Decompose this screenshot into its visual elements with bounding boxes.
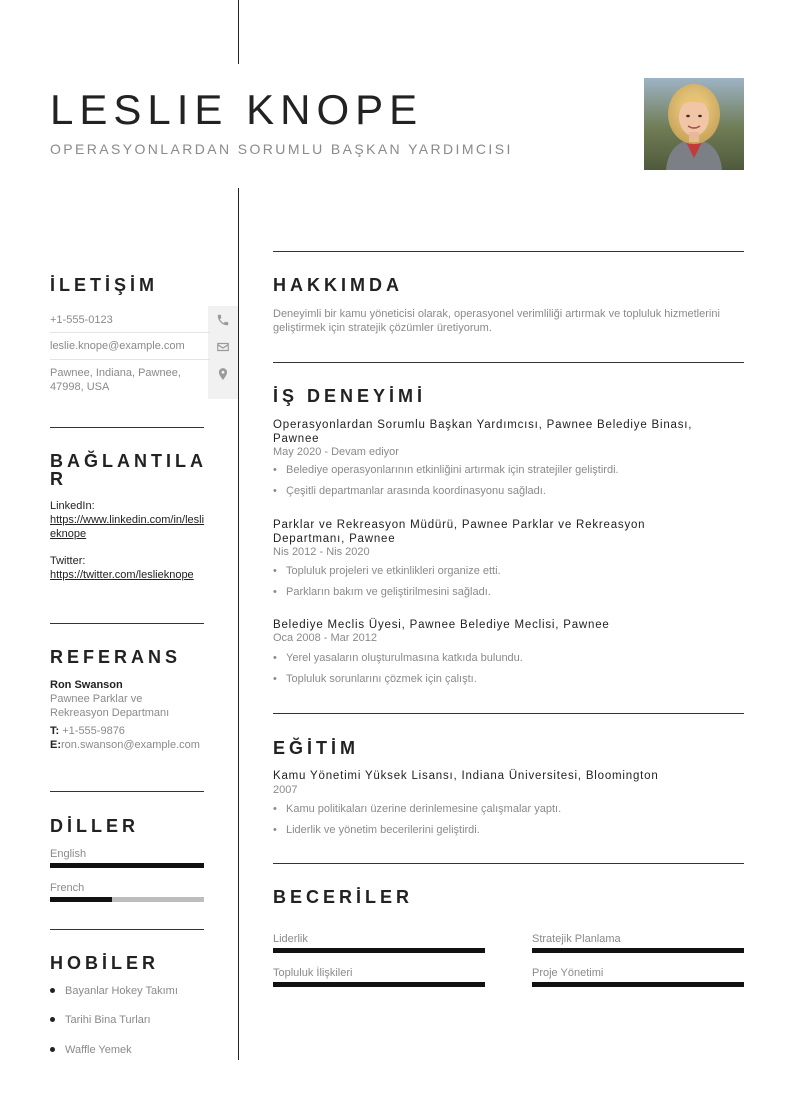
contact-phone: +1-555-0123 (50, 314, 113, 326)
language-level-fill (50, 863, 204, 868)
skill-level-fill (532, 948, 744, 953)
section-divider (50, 427, 204, 428)
reference-organization: Pawnee Parklar ve Rekreasyon Departmanı (50, 693, 170, 719)
bullet-glyph: • (273, 565, 277, 577)
job-bullet: • Belediye operasyonlarının etkinliğini artırmak için stratejiler geliştirdi. (273, 464, 619, 476)
job-date: Nis 2012 - Nis 2020 (273, 546, 370, 558)
about-text: Deneyimli bir kamu yöneticisi olarak, operasyonel verimliliği artırmak ve topluluk hizmetlerini geliştirmek için stratejik çözümler üretiyorum. (273, 308, 720, 334)
bullet-glyph: • (273, 803, 277, 815)
language-label: English (50, 848, 87, 860)
job-bullet: • Topluluk projeleri ve etkinlikleri organize etti. (273, 565, 501, 577)
bullet-glyph: • (273, 464, 277, 476)
skill-level-fill (273, 948, 485, 953)
reference-phone: +1-555-9876 (62, 725, 125, 737)
bullet-glyph: • (273, 824, 277, 836)
contact-divider (50, 359, 210, 360)
profile-photo (644, 78, 744, 170)
links-heading: BAĞLANTILA R (50, 451, 207, 489)
linkedin-link[interactable]: https://www.linkedin.com/in/leslieknope (50, 514, 205, 540)
skill-level-fill (532, 982, 744, 987)
top-vertical-divider (238, 0, 239, 64)
section-divider (273, 863, 744, 864)
section-divider (273, 362, 744, 363)
degree-title: Kamu Yönetimi Yüksek Lisansı, Indiana Üniversitesi, Bloomington (273, 770, 659, 782)
contact-heading: İLETİŞİM (50, 275, 158, 295)
contact-divider (50, 332, 210, 333)
bullet-dot (50, 988, 55, 993)
section-divider (50, 623, 204, 624)
job-title: Parklar ve Rekreasyon Müdürü, Pawnee Parklar ve Rekreasyon Departmanı, Pawnee (273, 519, 646, 545)
reference-email: ron.swanson@example.com (61, 739, 200, 751)
job-bullet: • Topluluk sorunlarını çözmek için çalıştı. (273, 673, 477, 685)
language-bar (50, 897, 204, 902)
languages-heading: DİLLER (50, 816, 139, 836)
reference-name: Ron Swanson (50, 679, 123, 691)
education-bullet: • Kamu politikaları üzerine derinlemesine çalışmalar yaptı. (273, 803, 562, 815)
section-divider (50, 929, 204, 930)
twitter-link[interactable]: https://twitter.com/leslieknope (50, 569, 194, 581)
hobby-item: Waffle Yemek (50, 1044, 132, 1056)
about-heading: HAKKIMDA (273, 275, 403, 295)
skills-heading: BECERİLER (273, 887, 414, 907)
skill-bar (532, 982, 744, 987)
bullet-glyph: • (273, 652, 277, 664)
hobbies-heading: HOBİLER (50, 953, 159, 973)
job-bullet: • Çeşitli departmanlar arasında koordinasyonu sağladı. (273, 485, 546, 497)
column-divider (238, 188, 239, 1060)
reference-email-row (50, 738, 210, 752)
job-title: Belediye Meclis Üyesi, Pawnee Belediye Meclisi, Pawnee (273, 619, 610, 631)
location-pin-icon (208, 361, 238, 387)
bullet-dot (50, 1017, 55, 1022)
job-bullet: • Parkların bakım ve geliştirilmesini sağladı. (273, 586, 491, 598)
reference-phone-label: T: (50, 725, 60, 737)
job-date: Oca 2008 - Mar 2012 (273, 632, 377, 644)
education-heading: EĞİTİM (273, 738, 359, 758)
experience-heading: İŞ DENEYİMİ (273, 386, 427, 406)
skill-bar (532, 948, 744, 953)
reference-phone-row (50, 724, 210, 738)
section-divider (273, 713, 744, 714)
contact-email: leslie.knope@example.com (50, 340, 185, 352)
section-divider (273, 251, 744, 252)
job-title: Operasyonlardan Sorumlu Başkan Yardımcısı, Pawnee Belediye Binası, Pawnee (273, 419, 693, 445)
candidate-title: OPERASYONLARDAN SORUMLU BAŞKAN YARDIMCISI (50, 141, 513, 157)
hobby-item: Bayanlar Hokey Takımı (50, 985, 178, 997)
skill-bar (273, 982, 485, 987)
language-level-fill (50, 897, 112, 902)
language-label: French (50, 882, 85, 894)
job-date: May 2020 - Devam ediyor (273, 446, 399, 458)
linkedin-label: LinkedIn: (50, 500, 95, 512)
skill-label: Topluluk İlişkileri (273, 967, 353, 979)
phone-icon (208, 307, 238, 333)
bullet-glyph: • (273, 673, 277, 685)
skill-label: Proje Yönetimi (532, 967, 604, 979)
skill-label: Stratejik Planlama (532, 933, 621, 945)
skill-bar (273, 948, 485, 953)
reference-email-label: E: (50, 739, 61, 751)
bullet-glyph: • (273, 586, 277, 598)
job-bullet: • Yerel yasaların oluşturulmasına katkıda bulundu. (273, 652, 523, 664)
degree-year: 2007 (273, 784, 298, 796)
candidate-name: LESLIE KNOPE (50, 86, 424, 133)
section-divider (50, 791, 204, 792)
hobby-item: Tarihi Bina Turları (50, 1014, 151, 1026)
language-bar (50, 863, 204, 868)
skill-level-fill (273, 982, 485, 987)
bullet-dot (50, 1047, 55, 1052)
twitter-label: Twitter: (50, 555, 86, 567)
email-icon (208, 334, 238, 360)
references-heading: REFERANS (50, 647, 182, 667)
education-bullet: • Liderlik ve yönetim becerilerini geliştirdi. (273, 824, 480, 836)
bullet-glyph: • (273, 485, 277, 497)
skill-label: Liderlik (273, 933, 308, 945)
contact-address: Pawnee, Indiana, Pawnee, 47998, USA (50, 367, 181, 393)
